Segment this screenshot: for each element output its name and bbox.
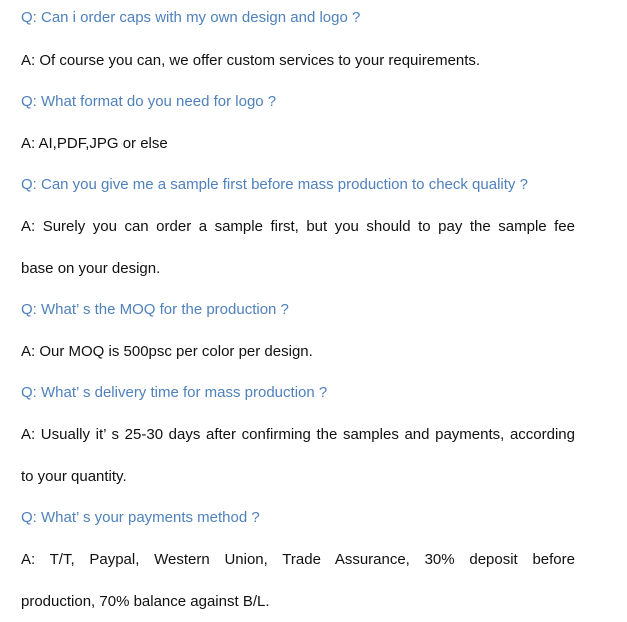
faq-question-2: Q: What format do you need for logo ? <box>21 93 277 110</box>
faq-answer-3-line-2: base on your design. <box>21 260 161 277</box>
faq-answer-4-line-1: A: Our MOQ is 500psc per color per design. <box>21 343 313 360</box>
faq-answer-5-line-1: A: Usually it’ s 25-30 days after confirming the samples and payments, according <box>21 426 575 443</box>
faq-question-5: Q: What’ s delivery time for mass production ? <box>21 384 328 401</box>
faq-question-3: Q: Can you give me a sample first before mass production to check quality ? <box>21 176 528 193</box>
faq-question-4: Q: What’ s the MOQ for the production ? <box>21 301 289 318</box>
faq-answer-5-line-2: to your quantity. <box>21 468 127 485</box>
faq-question-1: Q: Can i order caps with my own design and logo ? <box>21 9 361 26</box>
faq-answer-2-line-1: A: AI,PDF,JPG or else <box>21 135 168 152</box>
faq-question-6: Q: What’ s your payments method ? <box>21 509 260 526</box>
faq-answer-6-line-2: production, 70% balance against B/L. <box>21 593 270 610</box>
faq-answer-3-line-1: A: Surely you can order a sample first, but you should to pay the sample fee <box>21 218 575 235</box>
faq-answer-1-line-1: A: Of course you can, we offer custom services to your requirements. <box>21 52 481 69</box>
faq-answer-6-line-1: A: T/T, Paypal, Western Union, Trade Assurance, 30% deposit before <box>21 551 575 568</box>
